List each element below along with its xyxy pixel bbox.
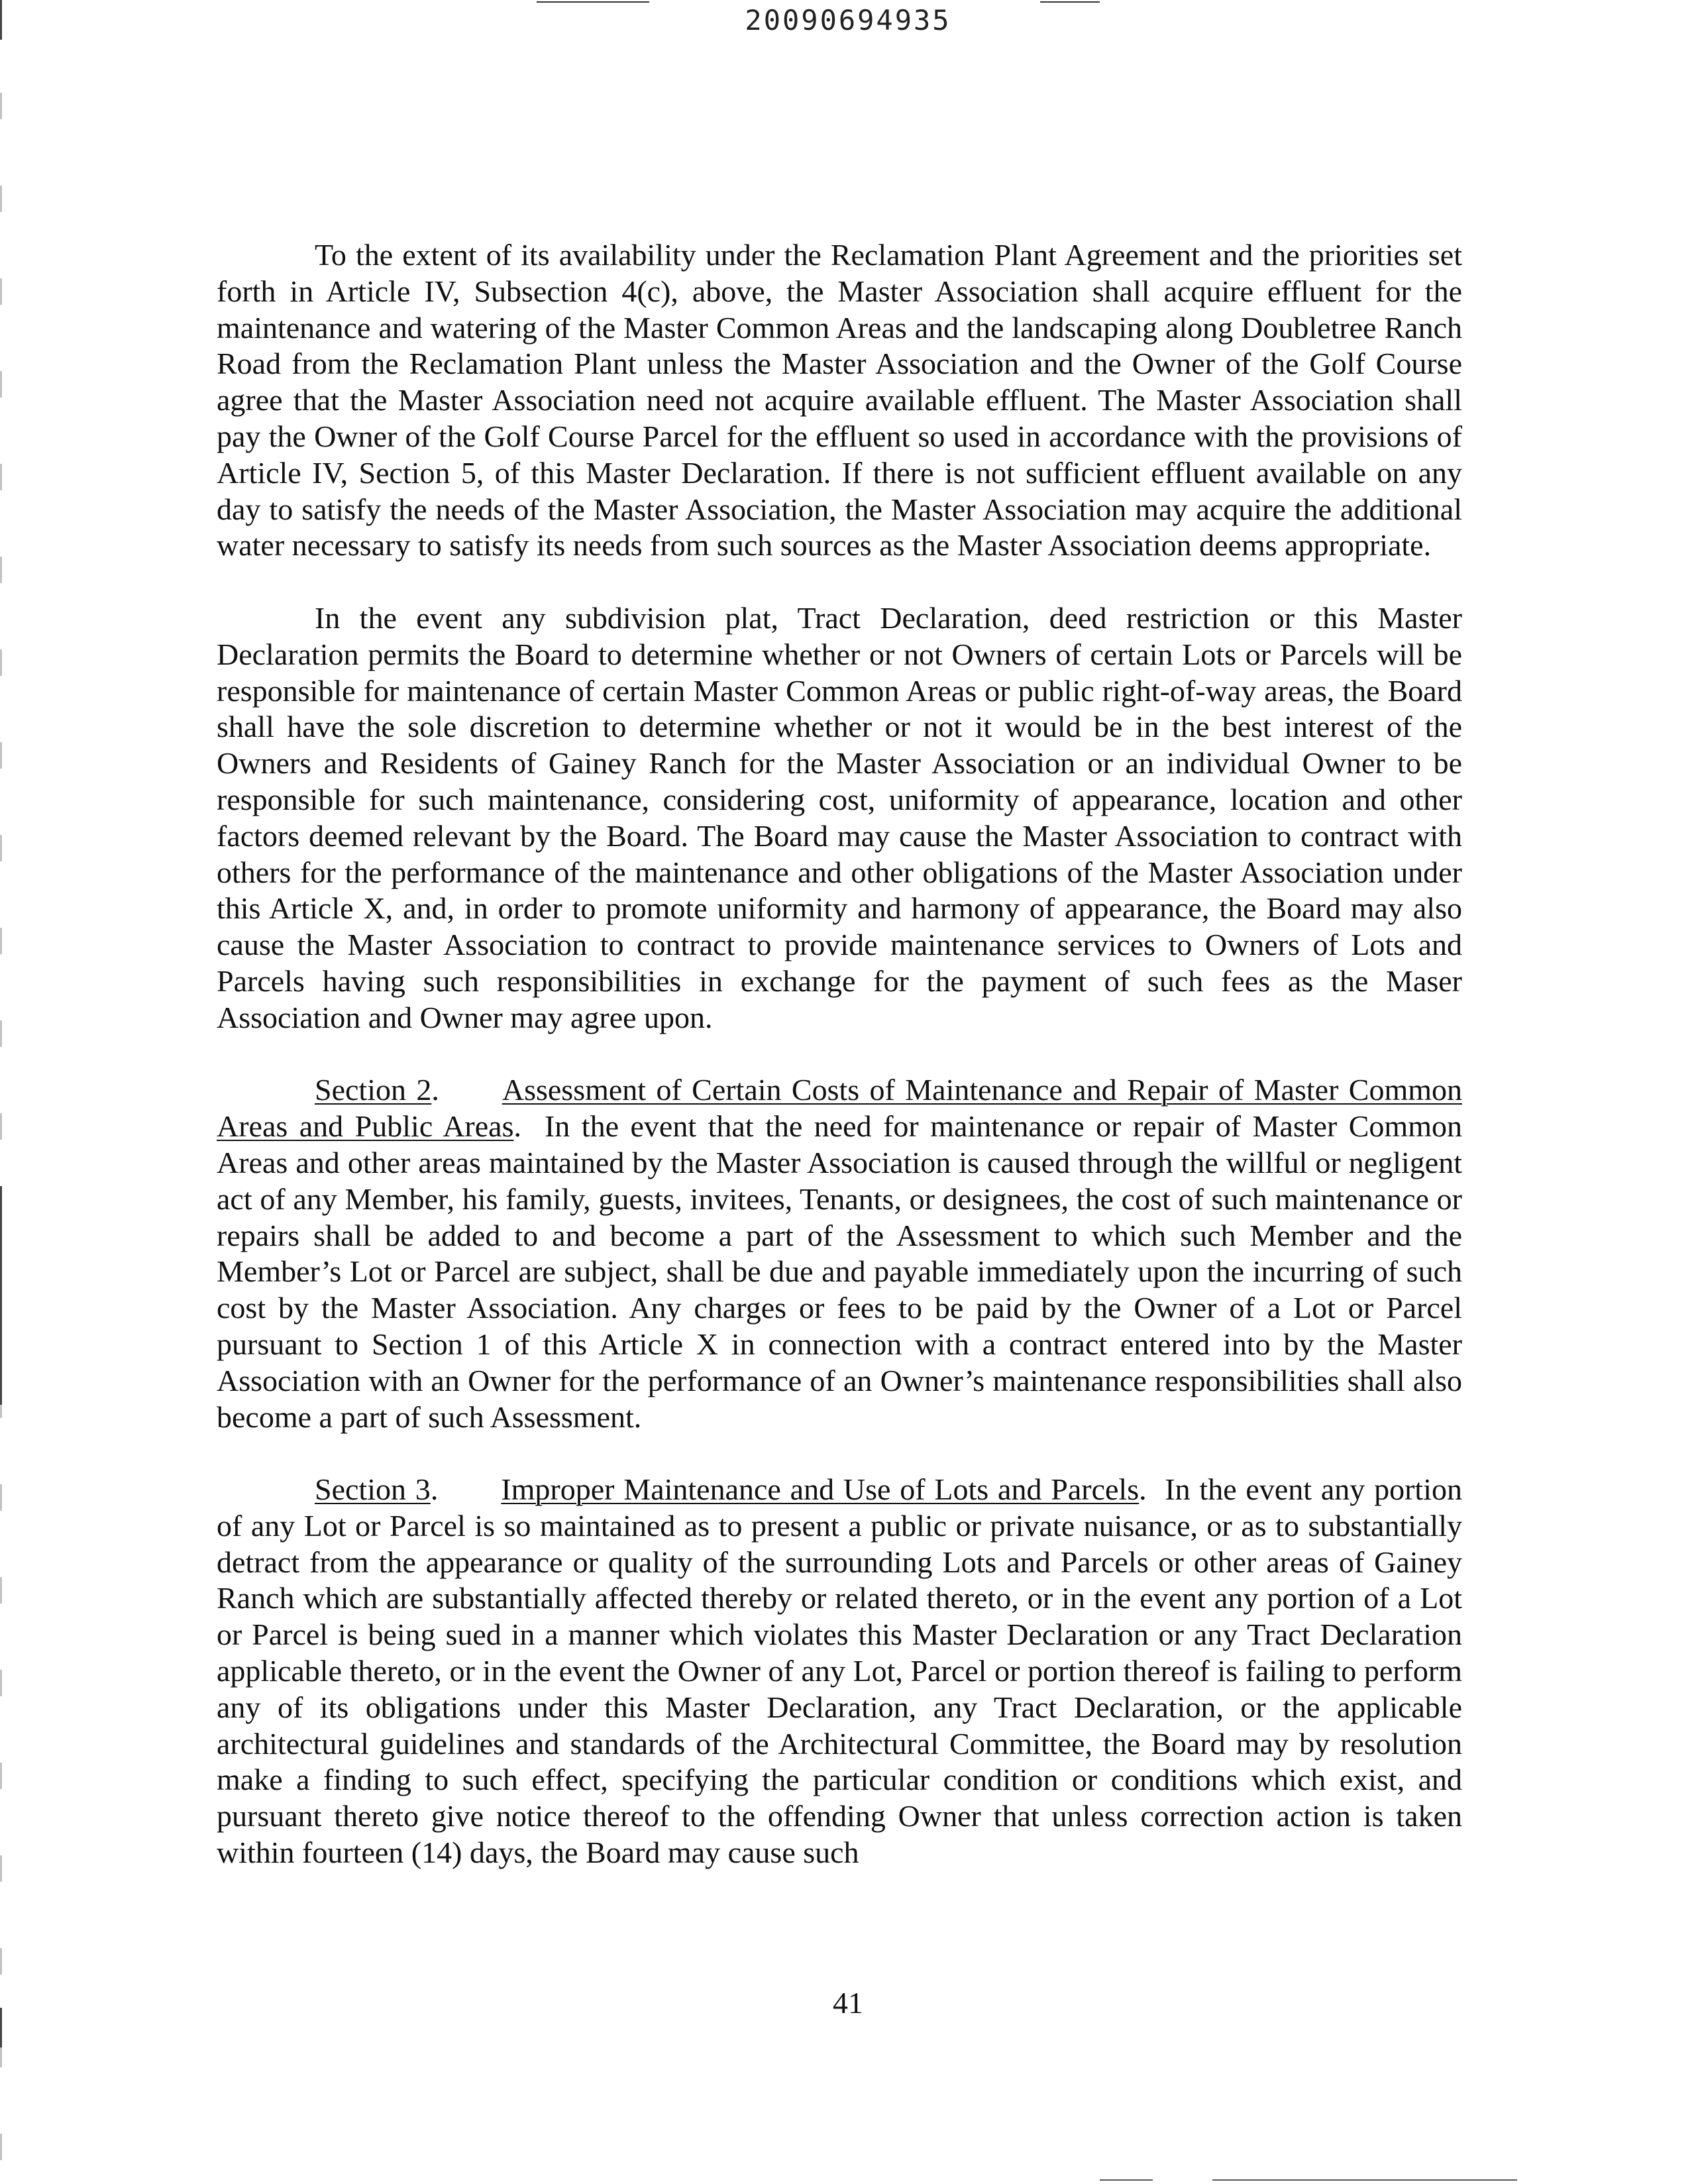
footer-rule-c [1252, 2179, 1517, 2181]
section-3-paragraph: Section 3. Improper Maintenance and Use of Lots and Parcels. In the event any portion of any Lot or Parcel is so maintained as to present a public or private nuisance, or as to substantially detract from the appearance or quality of the surrounding Lots and Parcels or other areas of Gainey Ranch which are substantially affected thereby or related thereto, or in the event any portion of a Lot or Parcel is being sued in a manner which violates this Master Declaration or any Tract Declaration applicable thereto, or in the event the Owner of any Lot, Parcel or portion thereof is failing to perform any of its obligations under this Master Declaration, any Tract Declaration, or the applicable architectural guidelines and standards of the Architectural Committee, the Board may by resolution make a finding to such effect, specifying the particular condition or conditions which exist, and pursuant thereto give notice thereof to the offending Owner that unless correction action is taken within fourteen (14) days, the Board may cause such [217, 1472, 1462, 1870]
section-2-paragraph: Section 2. Assessment of Certain Costs of Maintenance and Repair of Master Common Areas and Public Areas. In the event that the need for maintenance or repair of Master Common Areas and other areas maintained by the Master Association is caused through the willful or negligent act of any Member, his family, guests, invitees, Tenants, or designees, the cost of such maintenance or repairs shall be added to and become a part of the Assessment to which such Member and the Member’s Lot or Parcel are subject, shall be due and payable immediately upon the incurring of such cost by the Master Association. Any charges or fees to be paid by the Owner of a Lot or Parcel pursuant to Section 1 of this Article X in connection with a contract entered into by the Master Association with an Owner for the performance of an Owner’s maintenance responsibilities shall also become a part of such Assessment. [217, 1073, 1462, 1434]
document-body [217, 237, 1462, 1871]
scan-edge-left [0, 0, 2, 2184]
paragraph-maintenance-discretion: In the event any subdivision plat, Tract Declaration, deed restriction or this Master Declaration permits the Board to determine whether or not Owners of certain Lots or Parcels will be responsible for maintenance of certain Master Common Areas or public right-of-way areas, the Board shall have the sole discretion to determine whether or not it would be in the best interest of the Owners and Residents of Gainey Ranch for the Master Association or an individual Owner to be responsible for such maintenance, considering cost, uniformity of appearance, location and other factors deemed relevant by the Board. The Board may cause the Master Association to contract with others for the performance of the maintenance and other obligations of the Master Association under this Article X, and, in order to promote uniformity and harmony of appearance, the Board may also cause the Master Association to contract to provide maintenance services to Owners of Lots and Parcels having such responsibilities in exchange for the payment of such fees as the Maser Association and Owner may agree upon. [217, 600, 1462, 1034]
section-3-label: Section 3 [315, 1472, 431, 1507]
section-2-title: Assessment of Certain Costs of Maintenance and Repair of Master Common Areas and Public Areas [217, 1073, 1462, 1144]
header-rule-left [537, 1, 649, 3]
section-3-title: Improper Maintenance and Use of Lots and Parcels [501, 1472, 1140, 1507]
section-2-text: In the event that the need for maintenance or repair of Master Common Areas and other areas maintained by the Master Association is caused through the willful or negligent act of any Member, his family, guests, invitees, Tenants, or designees, the cost of such maintenance or repairs shall be added to and become a part of the Assessment to which such Member and the Member’s Lot or Parcel are subject, shall be due and payable immediately upon the incurring of such cost by the Master Association. Any charges or fees to be paid by the Owner of a Lot or Parcel pursuant to Section 1 of this Article X in connection with a contract entered into by the Master Association with an Owner for the performance of an Owner’s maintenance responsibilities shall also become a part of such Assessment. [217, 1109, 1462, 1434]
section-3-text: In the event any portion of any Lot or Parcel is so maintained as to present a public or private nuisance, or as to substantially detract from the appearance or quality of the surrounding Lots and Parcels or other areas of Gainey Ranch which are substantially affected thereby or related thereto, or in the event any portion of a Lot or Parcel is being sued in a manner which violates this Master Declaration or any Tract Declaration applicable thereto, or in the event the Owner of any Lot, Parcel or portion thereof is failing to perform any of its obligations under this Master Declaration, any Tract Declaration, or the applicable architectural guidelines and standards of the Architectural Committee, the Board may by resolution make a finding to such effect, specifying the particular condition or conditions which exist, and pursuant thereto give notice thereof to the offending Owner that unless correction action is taken within fourteen (14) days, the Board may cause such [217, 1472, 1462, 1870]
scan-edge-mark-middle [0, 1186, 2, 1405]
section-2-label: Section 2 [315, 1073, 432, 1107]
footer-rule-b [1212, 2179, 1252, 2181]
footer-rule-a [1100, 2179, 1153, 2181]
page-number: 41 [833, 1986, 863, 2020]
document-number: 20090694935 [745, 4, 951, 36]
header-rule-right [1040, 1, 1100, 3]
paragraph-effluent: To the extent of its availability under the Reclamation Plant Agreement and the priorities set forth in Article IV, Subsection 4(c), above, the Master Association shall acquire effluent for the maintenance and watering of the Master Common Areas and the landscaping along Doubletree Ranch Road from the Reclamation Plant unless the Master Association and the Owner of the Golf Course agree that the Master Association need not acquire available effluent. The Master Association shall pay the Owner of the Golf Course Parcel for the effluent so used in accordance with the provisions of Article IV, Section 5, of this Master Declaration. If there is not sufficient effluent available on any day to satisfy the needs of the Master Association, the Master Association may acquire the additional water necessary to satisfy its needs from such sources as the Master Association deems appropriate. [217, 238, 1462, 563]
